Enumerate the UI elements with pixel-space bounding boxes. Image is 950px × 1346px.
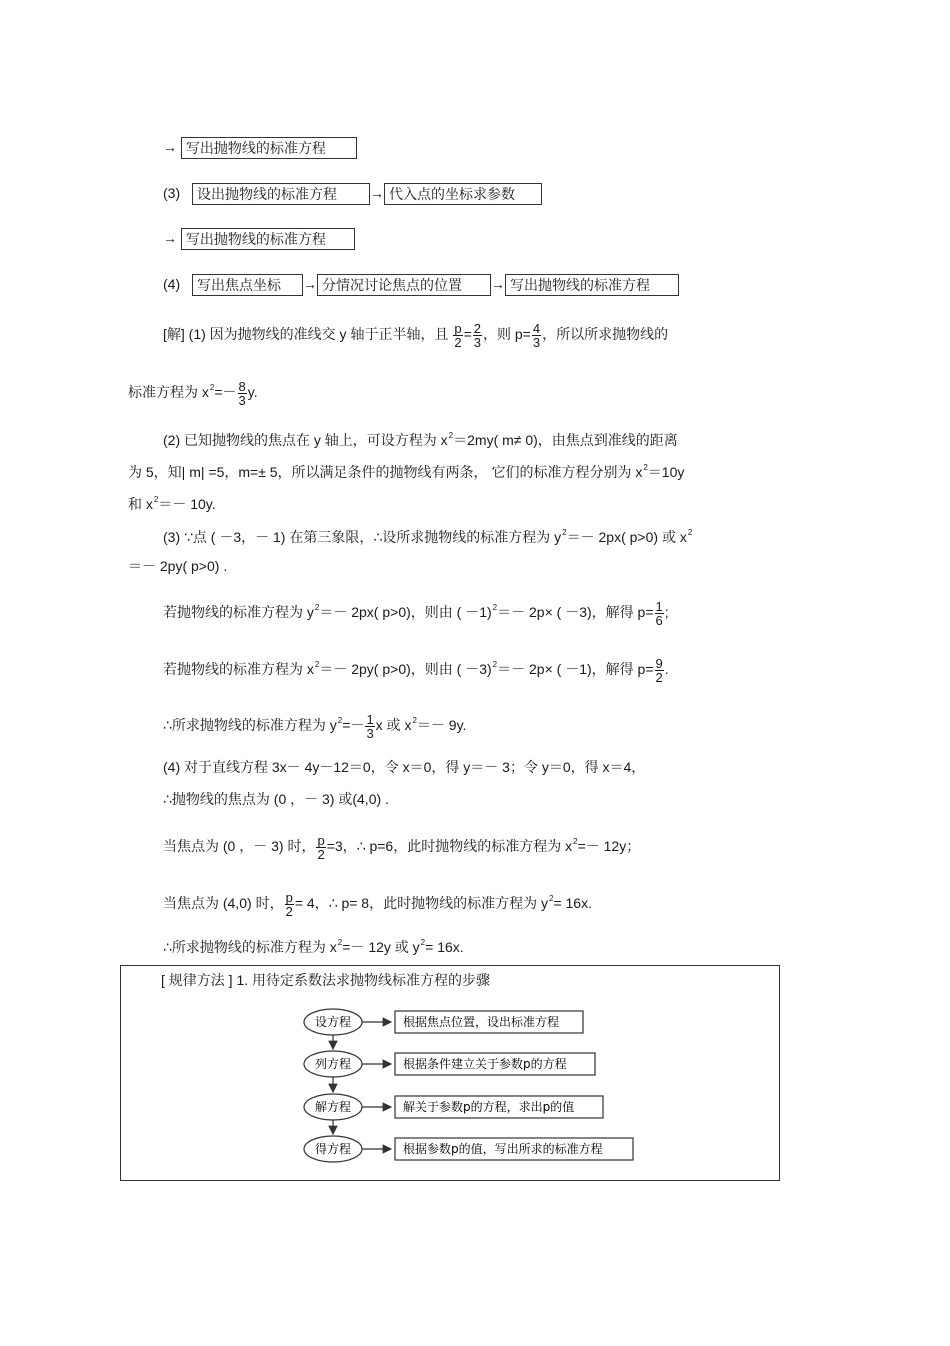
solution-1-line-1: [解] (1) 因为抛物线的准线交 y 轴于正半轴，且 $\frac{p}{2}$ = $\frac{2}{3}$ ，则 p= $\frac{4}{3}$ ，所以所求抛物线的 <box>163 321 669 350</box>
step-oval-label: 设方程 <box>314 1015 352 1029</box>
fraction: $\frac{p}{2}$ <box>454 321 462 350</box>
fraction: $\frac{2}{3}$ <box>473 321 481 350</box>
method-flowchart <box>121 966 781 1182</box>
solution-4-case-2: 当焦点为 (4,0) 时， $\frac{p}{2}$ = 4，∴ p= 8，此时抛物线的标准方程为 $y^2= 16x$. <box>163 889 592 919</box>
flow-step-1 <box>304 1009 583 1035</box>
step-oval-label: 解方程 <box>314 1100 352 1114</box>
solution-4-case-1: 当焦点为 (0 ，－ 3) 时， $\frac{p}{2}$ =3，∴ p=6，此时抛物线的标准方程为 $x^2=- 12y$； <box>163 832 641 862</box>
solution-1-line-2: 标准方程为 $x^2=-$ $\frac{8}{3}$ y. <box>128 378 258 408</box>
step-number: (4) <box>163 276 181 292</box>
step-number: (3) <box>163 185 181 201</box>
flow-box: 代入点的坐标求参数 <box>384 183 542 205</box>
step-desc-label: 解关于参数p的方程，求出p的值 <box>403 1100 575 1114</box>
arrow: → <box>370 185 385 201</box>
solution-2-line-1: (2) 已知抛物线的焦点在 y 轴上，可设方程为 $x^2=2my$( m≠ 0)，由焦点到准线的距离 <box>163 431 678 448</box>
solution-3-case-1: 若抛物线的标准方程为 $y^2=- 2px$( p>0)，则由 ( －1)$^2$＝－ 2p× ( －3)，解得 p= $\frac{1}{6}$ ; <box>163 598 669 628</box>
method-heading: [ 规律方法 ] 1. 用待定系数法求抛物线标准方程的步骤 <box>161 972 491 988</box>
flow-step-2 <box>304 1051 595 1077</box>
solution-4-line-1: (4) 对于直线方程 3x－ 4y－12＝0，令 x＝0，得 y＝－ 3；令 y＝0，得 x＝4， <box>163 759 646 775</box>
fraction: $\frac{p}{2}$ <box>317 832 325 862</box>
step-oval-label: 列方程 <box>314 1057 352 1071</box>
fraction: $\frac{p}{2}$ <box>285 889 293 919</box>
flow-box: 写出抛物线的标准方程 <box>505 274 679 296</box>
step-oval-label: 得方程 <box>314 1142 352 1156</box>
flow-box: 写出抛物线的标准方程 <box>181 228 355 250</box>
flow-box: 写出抛物线的标准方程 <box>181 137 357 159</box>
chain-line-step4 <box>163 274 679 296</box>
fraction: $\frac{1}{3}$ <box>366 711 374 741</box>
arrow: → <box>163 230 177 246</box>
solution-4-line-2: ∴抛物线的焦点为 (0 ，－ 3) 或(4,0) . <box>163 791 389 807</box>
solution-3-line-2: ＝－ 2py( p>0) . <box>128 558 228 574</box>
arrow: → <box>303 276 318 292</box>
chain-line-1 <box>163 137 357 159</box>
flow-step-3 <box>304 1094 603 1120</box>
solution-4-conclusion: ∴所求抛物线的标准方程为 $x^2=- 12y$ 或 $y^2= 16x$. <box>163 938 464 955</box>
solution-3-line-1: (3) ∵点 ( －3，－ 1) 在第三象限，∴设所求抛物线的标准方程为 $y^2=- 2px$( p>0) 或 $x^2$ <box>163 528 693 545</box>
step-desc-label: 根据参数p的值，写出所求的标准方程 <box>403 1142 603 1156</box>
flow-box: 分情况讨论焦点的位置 <box>317 274 491 296</box>
solution-3-conclusion: ∴所求抛物线的标准方程为 $y^2=-$ $\frac{1}{3}$ x 或 $x^2=- 9y$. <box>163 711 467 741</box>
arrow: → <box>163 139 177 155</box>
flow-box: 设出抛物线的标准方程 <box>192 183 370 205</box>
method-box <box>120 965 780 1181</box>
fraction: $\frac{9}{2}$ <box>655 655 663 685</box>
fraction: $\frac{4}{3}$ <box>532 321 541 350</box>
chain-line-step3-cont <box>163 228 355 250</box>
arrow: → <box>491 276 506 292</box>
chain-line-step3 <box>163 183 542 205</box>
flow-box: 写出焦点坐标 <box>192 274 303 296</box>
fraction: $\frac{8}{3}$ <box>238 378 246 408</box>
flow-step-4 <box>304 1136 633 1162</box>
step-desc-label: 根据条件建立关于参数p的方程 <box>403 1057 567 1071</box>
step-desc-label: 根据焦点位置，设出标准方程 <box>403 1015 560 1029</box>
solution-2-line-3: 和 $x^2=- 10y$. <box>128 495 216 512</box>
solution-2-line-2: 为 5，知| m| =5，m=± 5，所以满足条件的抛物线有两条， 它们的标准方程分别为 $x^2=10y$ <box>128 463 685 480</box>
fraction: $\frac{1}{6}$ <box>655 598 663 628</box>
solution-3-case-2: 若抛物线的标准方程为 $x^2=- 2py$( p>0)，则由 ( －3)$^2$＝－ 2p× ( －1)，解得 p= $\frac{9}{2}$ . <box>163 655 669 685</box>
